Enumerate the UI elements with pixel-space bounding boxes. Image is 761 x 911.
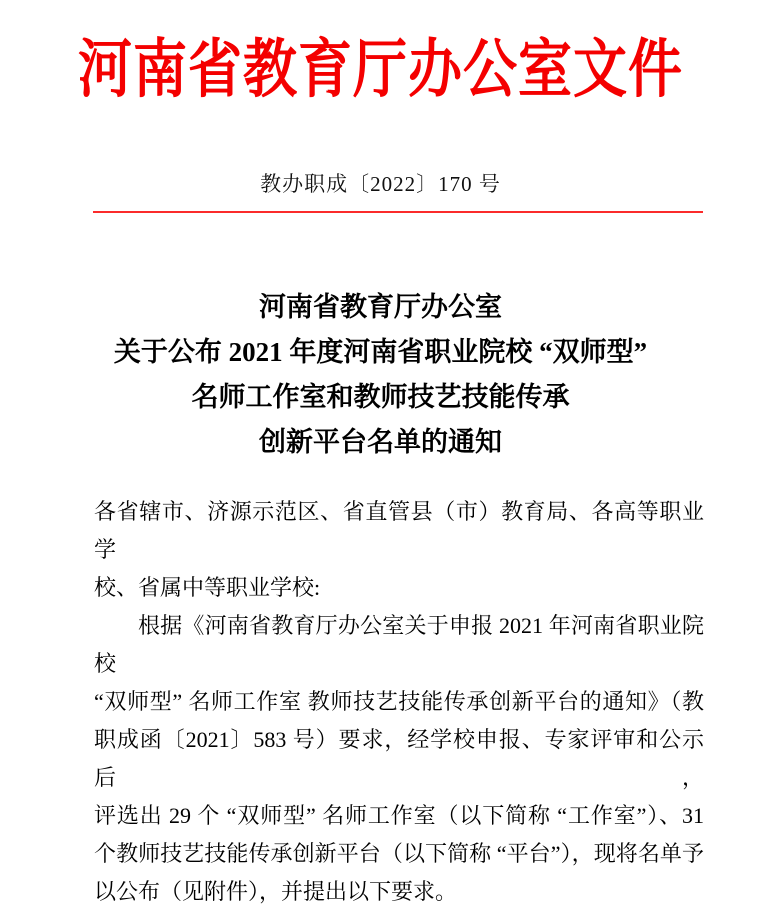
document-number: 教办职成〔2022〕170 号 <box>260 172 501 196</box>
salutation-line: 各省辖市、济源示范区、省直管县（市）教育局、各高等职业学 <box>94 499 704 562</box>
notice-title-line: 创新平台名单的通知 <box>259 427 502 457</box>
body-line: 个教师技艺技能传承创新平台（以下简称 “平台”），现将名单予 <box>94 841 704 866</box>
document-body <box>94 493 704 911</box>
salutation-line: 校、省属中等职业学校: <box>94 575 321 600</box>
letterhead-title: 河南省教育厅办公室文件 <box>78 34 683 106</box>
notice-title-line: 河南省教育厅办公室 <box>259 292 502 322</box>
notice-title <box>0 285 761 465</box>
body-line: 职成函〔2021〕583 号）要求，经学校申报、专家评审和公示后， <box>94 727 704 790</box>
notice-title-line: 名师工作室和教师技艺技能传承 <box>191 382 570 412</box>
body-line: “双师型” 名师工作室 教师技艺技能传承创新平台的通知》（教 <box>94 689 704 714</box>
red-divider-line <box>93 211 703 213</box>
notice-title-line: 关于公布 2021 年度河南省职业院校 “双师型” <box>113 337 648 367</box>
body-line: 根据《河南省教育厅办公室关于申报 2021 年河南省职业院校 <box>94 613 704 676</box>
body-line: 评选出 29 个 “双师型” 名师工作室（以下简称 “工作室”）、31 <box>94 803 704 828</box>
document-page <box>0 30 761 904</box>
body-line: 以公布（见附件），并提出以下要求。 <box>94 879 458 904</box>
